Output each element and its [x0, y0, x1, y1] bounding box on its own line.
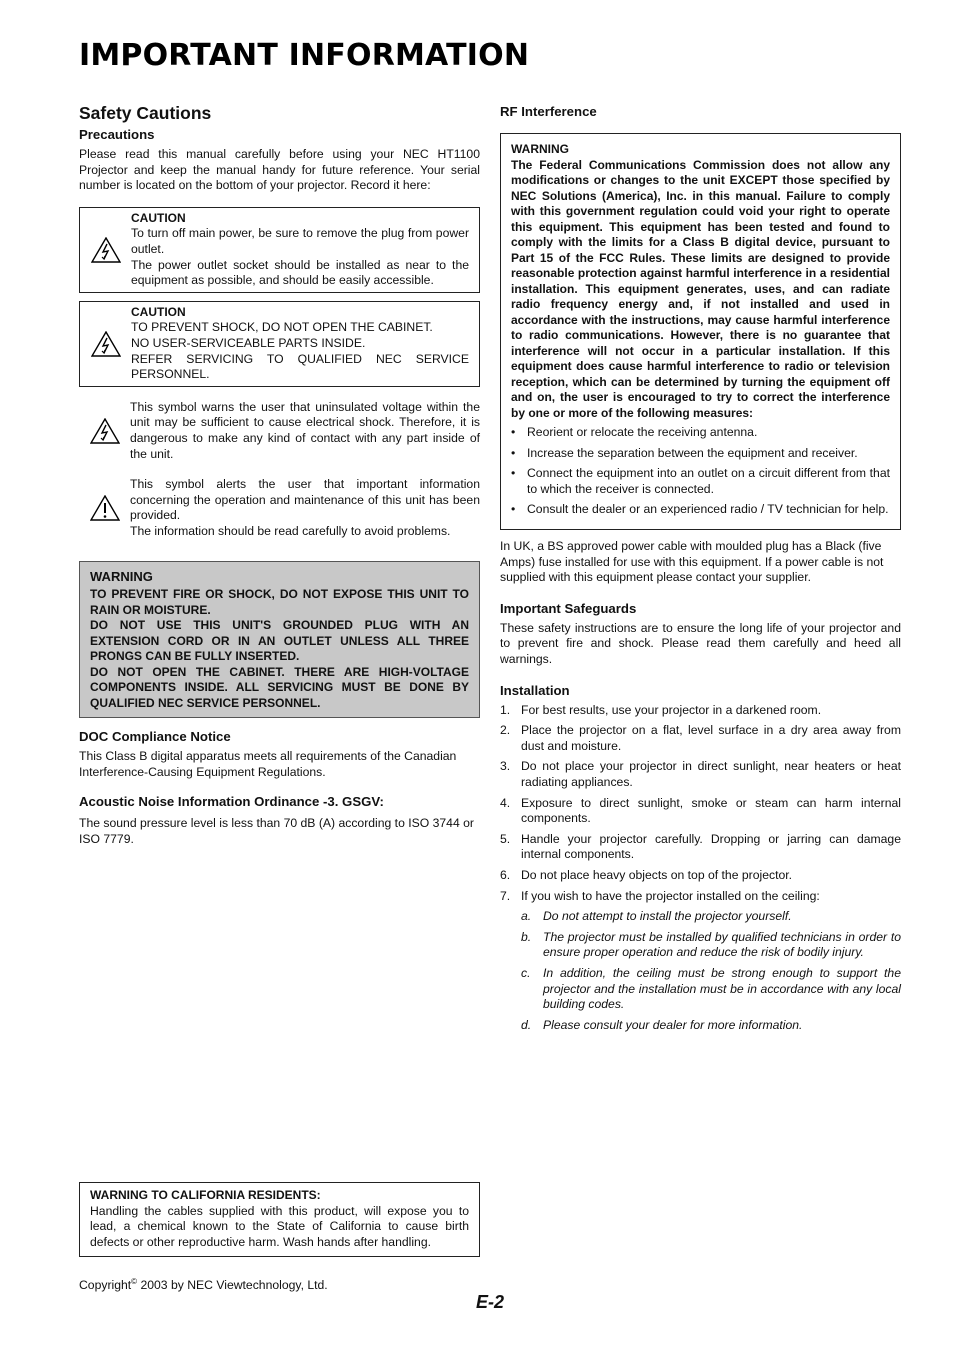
caution-label: CAUTION — [131, 210, 186, 225]
list-item-text: Do not place heavy objects on top of the projector. — [521, 867, 793, 882]
caution-text: To turn off main power, be sure to remove the plug from power outlet. — [131, 226, 469, 256]
list-item-text: Exposure to direct sunlight, smoke or steam can harm internal components. — [521, 795, 901, 826]
list-item-text: Please consult your dealer for more information. — [543, 1017, 803, 1032]
uk-power-cable-text: In UK, a BS approved power cable with moulded plug has a Black (five Amps) fuse installed for use with this equipment. If a power cable is not supplied with this equipment please contact your supplier. — [500, 539, 884, 585]
page-number: E-2 — [476, 1292, 505, 1312]
bullet-mark: • — [511, 502, 516, 517]
installation-list — [500, 703, 901, 905]
item-number: 6. — [500, 867, 511, 882]
rf-warning-label: WARNING — [511, 142, 569, 156]
item-number: 3. — [500, 759, 511, 774]
list-item — [511, 425, 890, 441]
list-item-text: The projector must be installed by qualified technicians in order to ensure proper operation and reduce the risk of bodily injury. — [543, 929, 901, 960]
acoustic-noise-text: The sound pressure level is less than 70 dB (A) according to ISO 3744 or ISO 7779. — [79, 816, 474, 846]
item-number: 2. — [500, 723, 511, 738]
caution-box-shock — [79, 301, 480, 387]
left-column — [79, 100, 480, 847]
caution-box-power — [79, 207, 480, 293]
doc-compliance-heading: DOC Compliance Notice — [79, 729, 231, 745]
copyright-symbol: © — [131, 1277, 138, 1286]
caution-label: CAUTION — [131, 304, 186, 319]
caution-text: The power outlet socket should be installed as near to the equipment as possible, and should be easily accessible. — [131, 257, 469, 288]
warning-text: TO PREVENT FIRE OR SHOCK, DO NOT EXPOSE THIS UNIT TO RAIN OR MOISTURE. — [90, 587, 469, 617]
list-item-text: For best results, use your projector in a darkened room. — [521, 702, 822, 717]
caution-text: NO USER-SERVICEABLE PARTS INSIDE. — [131, 335, 366, 350]
list-item — [500, 889, 901, 905]
item-letter: c. — [521, 965, 531, 980]
list-item-text: Reorient or relocate the receiving antenna. — [527, 425, 758, 440]
list-item — [500, 832, 901, 863]
copyright-prefix: Copyright — [79, 1278, 132, 1293]
item-number: 5. — [500, 831, 511, 846]
precautions-heading: Precautions — [79, 127, 155, 142]
list-item-text: Handle your projector carefully. Dropping or jarring can damage internal components. — [521, 831, 901, 862]
rf-warning-box — [500, 133, 901, 530]
list-item-text: Do not place your projector in direct sunlight, near heaters or heat radiating appliances. — [521, 759, 901, 789]
caution-text: REFER SERVICING TO QUALIFIED NEC SERVICE PERSONNEL. — [131, 351, 469, 382]
list-item-text: In addition, the ceiling must be strong enough to support the projector and the installation must be in accordance with any local building codes. — [543, 965, 901, 1012]
list-item — [521, 909, 901, 925]
symbol-explanation-voltage — [79, 400, 480, 462]
list-item-text: Increase the separation between the equipment and receiver. — [527, 445, 858, 460]
doc-compliance-text: This Class B digital apparatus meets all requirements of the Canadian Interference-Causing Equipment Regulations. — [79, 749, 457, 779]
list-item-text: Do not attempt to install the projector yourself. — [543, 909, 792, 924]
bullet-mark: • — [511, 425, 516, 440]
exclamation-warning-icon — [79, 477, 130, 539]
list-item — [521, 930, 901, 961]
list-item-text: Consult the dealer or an experienced radio / TV technician for help. — [527, 502, 889, 517]
bullet-mark: • — [511, 466, 516, 481]
item-number: 4. — [500, 795, 511, 810]
symbol-explanation-information — [79, 477, 480, 539]
list-item-text: If you wish to have the projector installed on the ceiling: — [521, 888, 820, 903]
list-item — [511, 502, 890, 518]
symbol-text: This symbol warns the user that uninsulated voltage within the unit may be sufficient to cause electrical shock. Therefore, it is dangerous to make any kind of contact with any part inside of the unit. — [130, 399, 480, 461]
list-item — [500, 759, 901, 790]
rf-measures-list — [511, 425, 890, 518]
safety-cautions-heading: Safety Cautions — [79, 103, 212, 123]
warning-text: DO NOT USE THIS UNIT'S GROUNDED PLUG WITH AN EXTENSION CORD OR IN AN OUTLET UNLESS ALL THREE PRONGS CAN BE FULLY INSERTED. — [90, 618, 469, 664]
right-column — [500, 104, 901, 1038]
acoustic-noise-heading: Acoustic Noise Information Ordinance -3. GSGV: — [79, 794, 384, 810]
item-letter: d. — [521, 1017, 532, 1032]
warning-text: DO NOT OPEN THE CABINET. THERE ARE HIGH-VOLTAGE COMPONENTS INSIDE. ALL SERVICING MUST BE DONE BY QUALIFIED NEC SERVICE PERSONNEL. — [90, 664, 469, 710]
item-letter: b. — [521, 929, 532, 944]
item-number: 1. — [500, 702, 511, 717]
page-title: IMPORTANT INFORMATION — [79, 38, 530, 73]
list-item — [500, 703, 901, 719]
california-warning-box — [79, 1182, 480, 1257]
precautions-text: Please read this manual carefully before using your NEC HT1100 Projector and keep the manual handy for future reference. Your serial number is located on the bottom of your projector. Record it here: — [79, 147, 480, 193]
list-item-text: Connect the equipment into an outlet on a circuit different from that to which the receiver is connected. — [527, 466, 890, 496]
symbol-text: The information should be read carefully to avoid problems. — [130, 523, 451, 538]
bullet-mark: • — [511, 445, 516, 460]
copyright-suffix: 2003 by NEC Viewtechnology, Ltd. — [137, 1278, 328, 1293]
caution-text: TO PREVENT SHOCK, DO NOT OPEN THE CABINET. — [131, 320, 433, 335]
copyright-notice — [79, 1277, 328, 1292]
list-item — [511, 446, 890, 462]
rf-warning-text: The Federal Communications Commission does not allow any modifications or changes to the unit EXCEPT those specified by NEC Solutions (America), Inc. in this manual. Failure to comply with this government regulation could void your right to operate this equipment. This equipment has been tested and found to comply with the limits for a Class B digital device, pursuant to Part 15 of the FCC Rules. These limits are designed to provide reasonable protection against harmful interference in a residential installation. This equipment generates, uses, and can radiate radio frequency energy and, if not installed and used in accordance with the instructions, may cause harmful interference to radio communications. However, there is no guarantee that interference will not occur in a particular installation. If this equipment does cause harmful interference to radio or television reception, which can be determined by turning the equipment off and on, the user is encouraged to try to correct the interference by one or more of the following measures: — [511, 157, 890, 420]
list-item — [511, 466, 890, 497]
list-item — [500, 868, 901, 884]
california-warning-label: WARNING TO CALIFORNIA RESIDENTS: — [90, 1188, 321, 1202]
item-number: 7. — [500, 888, 511, 903]
important-safeguards-text: These safety instructions are to ensure the long life of your projector and to prevent fire and shock. Please read them carefully and heed all warnings. — [500, 620, 901, 667]
list-item — [521, 966, 901, 1013]
california-warning-text: Handling the cables supplied with this product, will expose you to lead, a chemical known to the State of California to cause birth defects or other reproductive harm. Wash hands after handling. — [90, 1203, 469, 1249]
electric-shock-warning-icon — [80, 211, 131, 289]
list-item — [521, 1018, 901, 1034]
electric-shock-warning-icon — [80, 305, 131, 383]
list-item — [500, 723, 901, 754]
rf-interference-heading: RF Interference — [500, 104, 597, 119]
item-letter: a. — [521, 909, 532, 924]
ceiling-installation-sublist — [500, 909, 901, 1033]
list-item-text: Place the projector on a flat, level surface in a dry area away from dust and moisture. — [521, 723, 901, 753]
warning-box — [79, 561, 480, 718]
important-safeguards-heading: Important Safeguards — [500, 600, 637, 616]
symbol-text: This symbol alerts the user that important information concerning the operation and maintenance of this unit has been provided. — [130, 477, 480, 523]
electric-shock-warning-icon — [79, 400, 130, 462]
list-item — [500, 796, 901, 827]
installation-heading: Installation — [500, 682, 570, 698]
warning-label: WARNING — [90, 569, 153, 585]
